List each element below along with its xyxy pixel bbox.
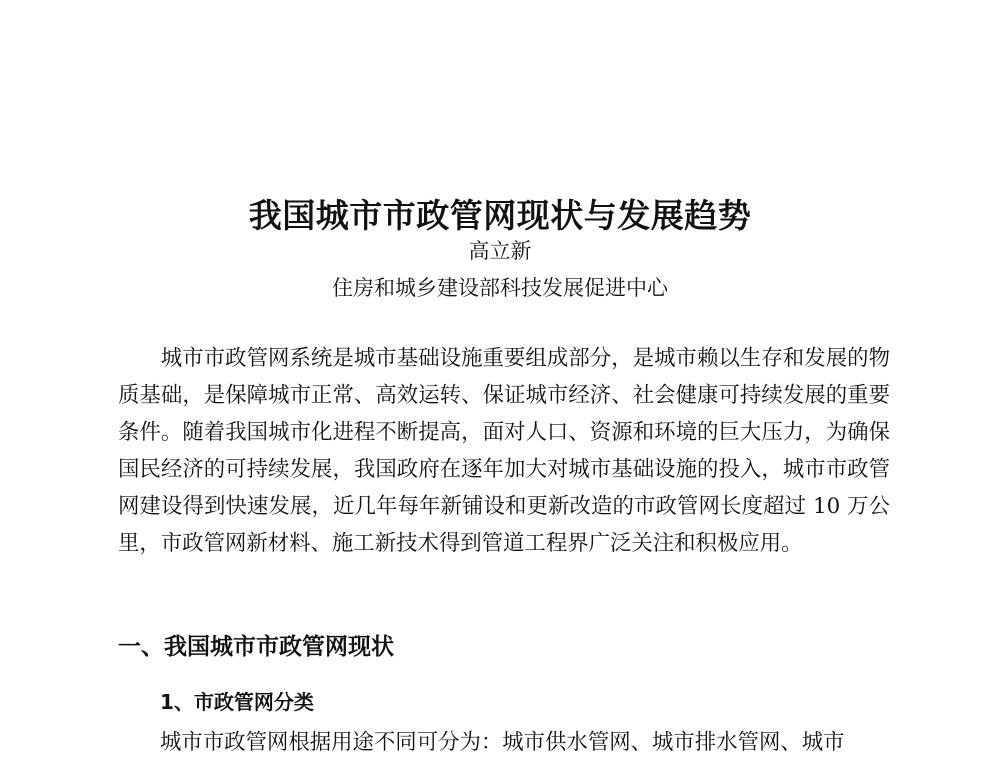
subsection-heading: 1、市政管网分类 [160, 690, 314, 714]
author-name: 高立新 [468, 239, 532, 263]
section-heading: 一、我国城市市政管网现状 [118, 634, 394, 660]
intro-paragraph: 城市市政管网系统是城市基础设施重要组成部分，是城市赖以生存和发展的物质基础，是保障城市正常、高效运转、保证城市经济、社会健康可持续发展的重要条件。随着我国城市化进程不断提高，面对人口、资源和环境的巨大压力，为确保国民经济的可持续发展，我国政府在逐年加大对城市基础设施的投入，城市市政管网建设得到快速发展，近几年每年新铺设和更新改造的市政管网长度超过 10 万公里，市政管网新材料、施工新技术得到管道工程界广泛关注和积极应用。 [118, 346, 890, 556]
document-title: 我国城市市政管网现状与发展趋势 [248, 196, 752, 236]
author-affiliation: 住房和城乡建设部科技发展促进中心 [332, 276, 668, 300]
body-paragraph: 城市市政管网根据用途不同可分为：城市供水管网、城市排水管网、城市 [160, 730, 845, 755]
